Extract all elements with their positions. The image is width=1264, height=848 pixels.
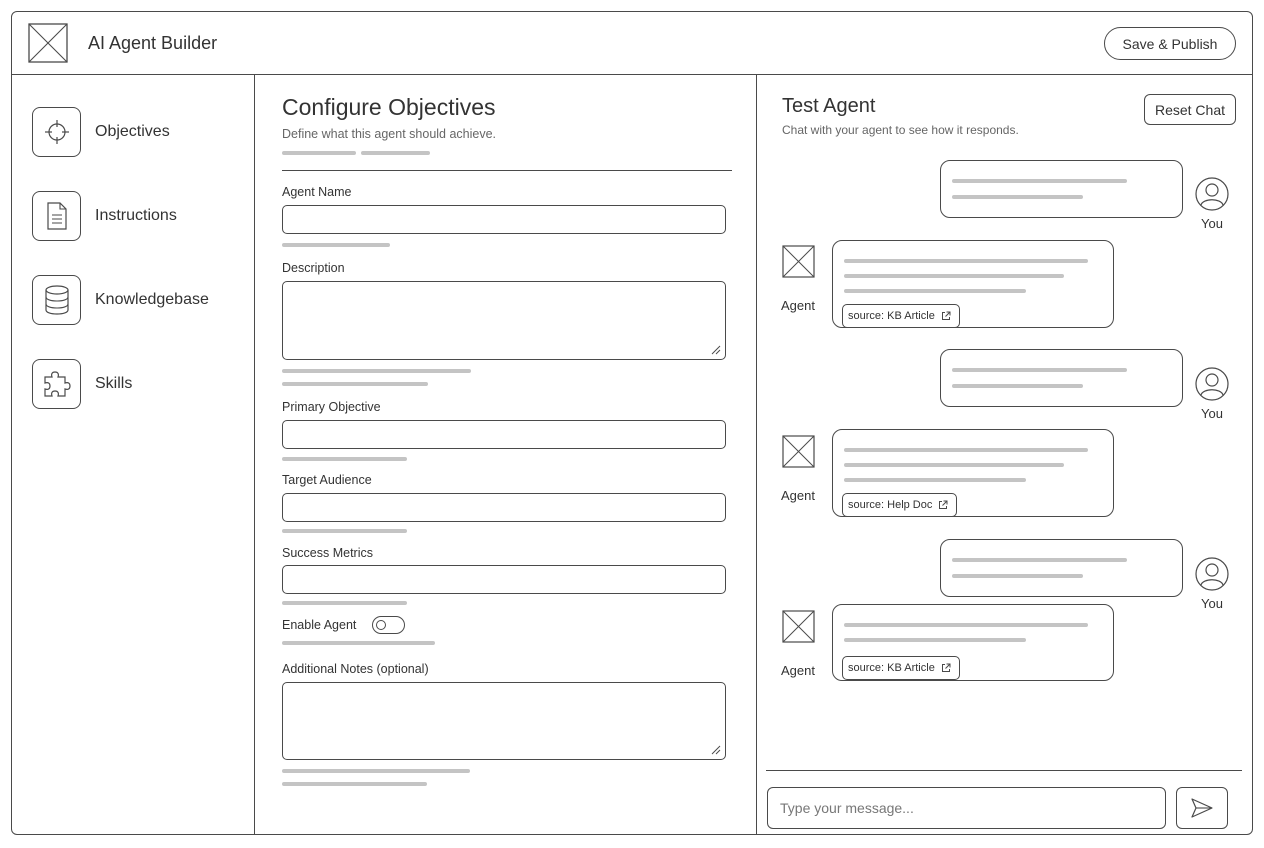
placeholder-line (282, 782, 427, 786)
external-link-icon (941, 311, 951, 321)
placeholder-line (282, 382, 428, 386)
placeholder-line (844, 259, 1088, 263)
placeholder-line (282, 529, 407, 533)
enable-agent-toggle[interactable] (372, 616, 405, 634)
test-agent-panel (757, 75, 1252, 835)
enable-agent-label: Enable Agent (282, 618, 357, 632)
agent-message-bubble (832, 240, 1114, 328)
placeholder-line (282, 457, 407, 461)
chat-divider (766, 770, 1242, 771)
agent-message-bubble (832, 429, 1114, 517)
description-textarea[interactable] (282, 281, 726, 360)
app-title: AI Agent Builder (88, 33, 218, 53)
agent-label: Agent (781, 663, 815, 678)
agent-label: Agent (781, 298, 815, 313)
sidebar-item-label: Skills (95, 375, 133, 392)
placeholder-line (844, 623, 1088, 627)
user-message-bubble (940, 539, 1183, 597)
sidebar-item-knowledgebase[interactable] (32, 275, 242, 325)
user-label: You (1201, 406, 1223, 421)
success-metrics-input[interactable] (282, 565, 726, 594)
puzzle-icon (32, 359, 81, 409)
description-label: Description (282, 261, 345, 275)
target-audience-input[interactable] (282, 493, 726, 522)
target-audience-label: Target Audience (282, 473, 372, 487)
placeholder-line (952, 558, 1127, 562)
placeholder-line (361, 151, 430, 155)
user-avatar-icon (1195, 557, 1229, 591)
section-divider (282, 170, 732, 171)
placeholder-line (282, 641, 435, 645)
sidebar-item-objectives[interactable] (32, 107, 242, 157)
primary-objective-label: Primary Objective (282, 400, 381, 414)
sidebar-item-instructions[interactable] (32, 191, 242, 241)
reset-chat-button[interactable]: Reset Chat (1144, 94, 1236, 125)
app-window (11, 11, 1253, 835)
page-title: Configure Objectives (282, 94, 496, 120)
source-link[interactable] (842, 304, 960, 328)
sidebar-item-label: Objectives (95, 123, 170, 140)
user-avatar-icon (1195, 367, 1229, 401)
placeholder-line (952, 384, 1083, 388)
placeholder-line (952, 574, 1083, 578)
agent-name-input[interactable] (282, 205, 726, 234)
placeholder-line (844, 289, 1026, 293)
message-input[interactable] (767, 787, 1166, 829)
page-subtitle: Define what this agent should achieve. (282, 127, 497, 141)
agent-name-label: Agent Name (282, 185, 352, 199)
crosshair-icon (32, 107, 81, 157)
toggle-knob (376, 620, 386, 630)
external-link-icon (938, 500, 948, 510)
placeholder-line (844, 478, 1026, 482)
resize-handle-icon[interactable] (711, 345, 721, 355)
placeholder-line (282, 769, 470, 773)
placeholder-line (282, 369, 471, 373)
configure-panel (255, 75, 757, 835)
additional-notes-textarea[interactable] (282, 682, 726, 760)
placeholder-line (844, 448, 1088, 452)
source-link[interactable] (842, 656, 960, 680)
placeholder-line (844, 463, 1064, 467)
additional-notes-label: Additional Notes (optional) (282, 662, 429, 676)
document-icon (32, 191, 81, 241)
success-metrics-label: Success Metrics (282, 546, 373, 560)
sidebar-item-skills[interactable] (32, 359, 242, 409)
sidebar (12, 75, 255, 835)
placeholder-line (952, 195, 1083, 199)
header-bar (12, 12, 1252, 75)
source-label: source: KB Article (848, 662, 935, 674)
send-button[interactable] (1176, 787, 1228, 829)
chat-subtitle: Chat with your agent to see how it responds. (782, 123, 1019, 137)
external-link-icon (941, 663, 951, 673)
source-label: source: KB Article (848, 310, 935, 322)
source-label: source: Help Doc (848, 499, 933, 511)
user-message-bubble (940, 349, 1183, 407)
agent-avatar-icon (782, 245, 815, 278)
source-link[interactable] (842, 493, 957, 517)
placeholder-line (952, 179, 1127, 183)
sidebar-item-label: Instructions (95, 207, 177, 224)
chat-title: Test Agent (782, 95, 876, 117)
logo-placeholder-icon (28, 23, 68, 63)
agent-avatar-icon (782, 610, 815, 643)
user-label: You (1201, 216, 1223, 231)
agent-message-bubble (832, 604, 1114, 681)
resize-handle-icon[interactable] (711, 745, 721, 755)
placeholder-line (282, 601, 407, 605)
placeholder-line (844, 638, 1026, 642)
agent-label: Agent (781, 488, 815, 503)
agent-avatar-icon (782, 435, 815, 468)
sidebar-item-label: Knowledgebase (95, 291, 209, 308)
placeholder-line (282, 243, 390, 247)
user-message-bubble (940, 160, 1183, 218)
primary-objective-input[interactable] (282, 420, 726, 449)
send-icon (1191, 798, 1213, 818)
placeholder-line (282, 151, 356, 155)
user-avatar-icon (1195, 177, 1229, 211)
placeholder-line (952, 368, 1127, 372)
user-label: You (1201, 596, 1223, 611)
save-publish-button[interactable]: Save & Publish (1104, 27, 1236, 60)
database-icon (32, 275, 81, 325)
placeholder-line (844, 274, 1064, 278)
